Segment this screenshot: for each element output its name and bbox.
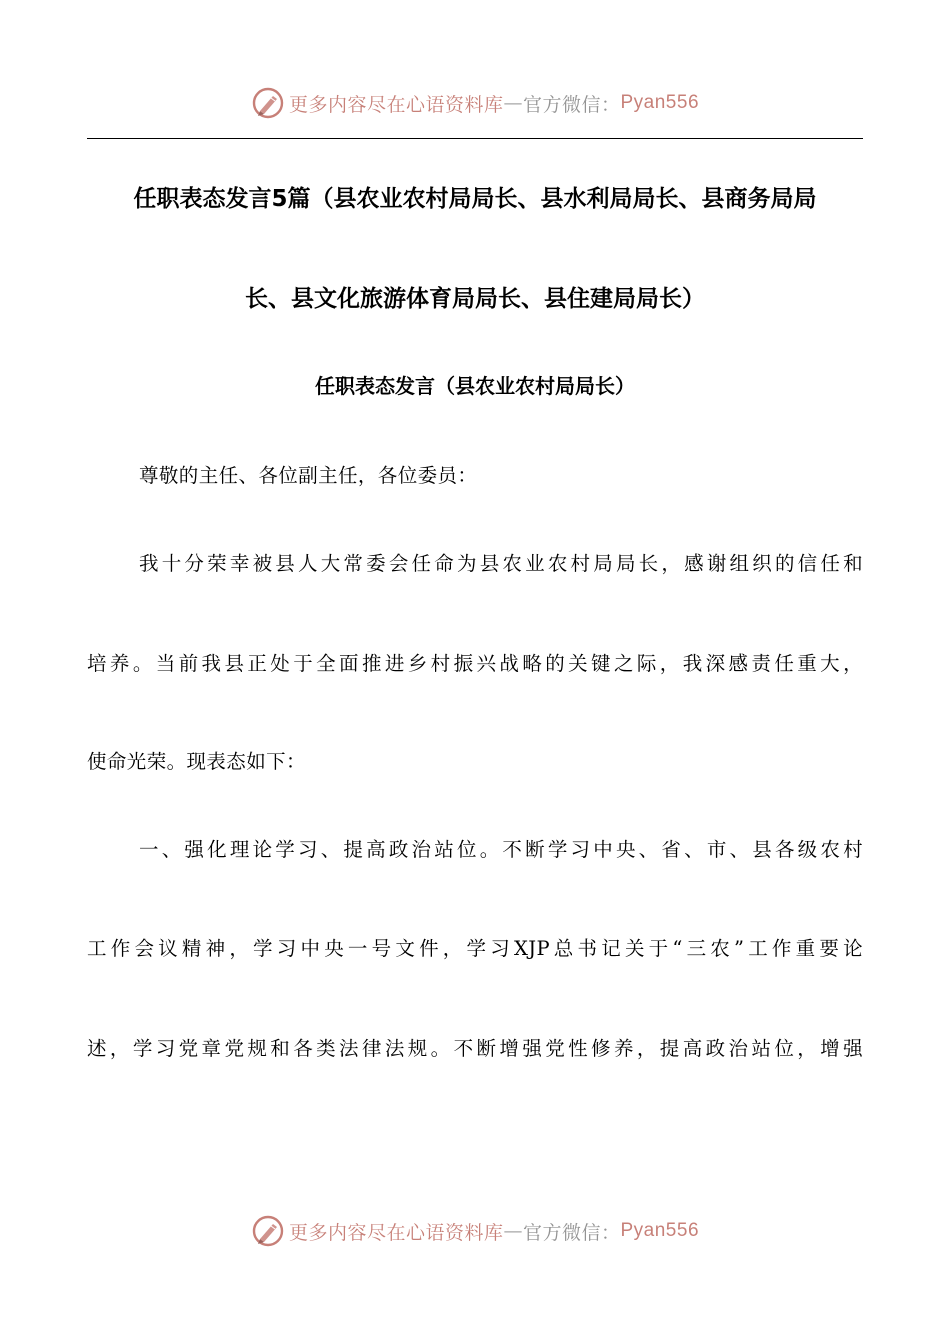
watermark-channel: 官方微信：	[522, 93, 621, 116]
section-subtitle: 任职表态发言（县农业农村局局长）	[315, 374, 635, 398]
body-line: 一、强化理论学习、提高政治站位。不断学习中央、省、市、县各级农村	[139, 838, 863, 861]
watermark-brand: 更多内容尽在心语资料库	[288, 1221, 504, 1244]
body-line: 培养。当前我县正处于全面推进乡村振兴战略的关键之际，我深感责任重大，	[87, 652, 863, 675]
body-line: 我十分荣幸被县人大常委会任命为县农业农村局局长，感谢组织的信任和	[139, 552, 863, 575]
watermark-brand: 更多内容尽在心语资料库	[288, 93, 504, 116]
header-divider	[87, 138, 863, 139]
document-title-line-2: 长、县文化旅游体育局局长、县住建局局长）	[245, 286, 705, 312]
body-line: 使命光荣。现表态如下：	[87, 750, 306, 773]
pen-logo-icon	[251, 86, 285, 120]
document-title-line-1: 任职表态发言5篇（县农业农村局局长、县水利局局长、县商务局局	[133, 186, 817, 212]
watermark-wechat-id: Pyan556	[620, 92, 700, 113]
watermark-dash: —	[503, 1220, 523, 1242]
watermark-channel: 官方微信：	[522, 1221, 621, 1244]
body-line: 工作会议精神，学习中央一号文件，学习XJP总书记关于“三农”工作重要论	[87, 937, 863, 960]
watermark-dash: —	[503, 92, 523, 114]
watermark-wechat-id: Pyan556	[620, 1220, 700, 1241]
pen-logo-icon	[251, 1214, 285, 1248]
body-line: 述，学习党章党规和各类法律法规。不断增强党性修养，提高政治站位，增强	[87, 1037, 863, 1060]
watermark-header	[0, 83, 950, 123]
salutation-line: 尊敬的主任、各位副主任，各位委员：	[139, 464, 478, 487]
watermark-footer	[0, 1211, 950, 1251]
